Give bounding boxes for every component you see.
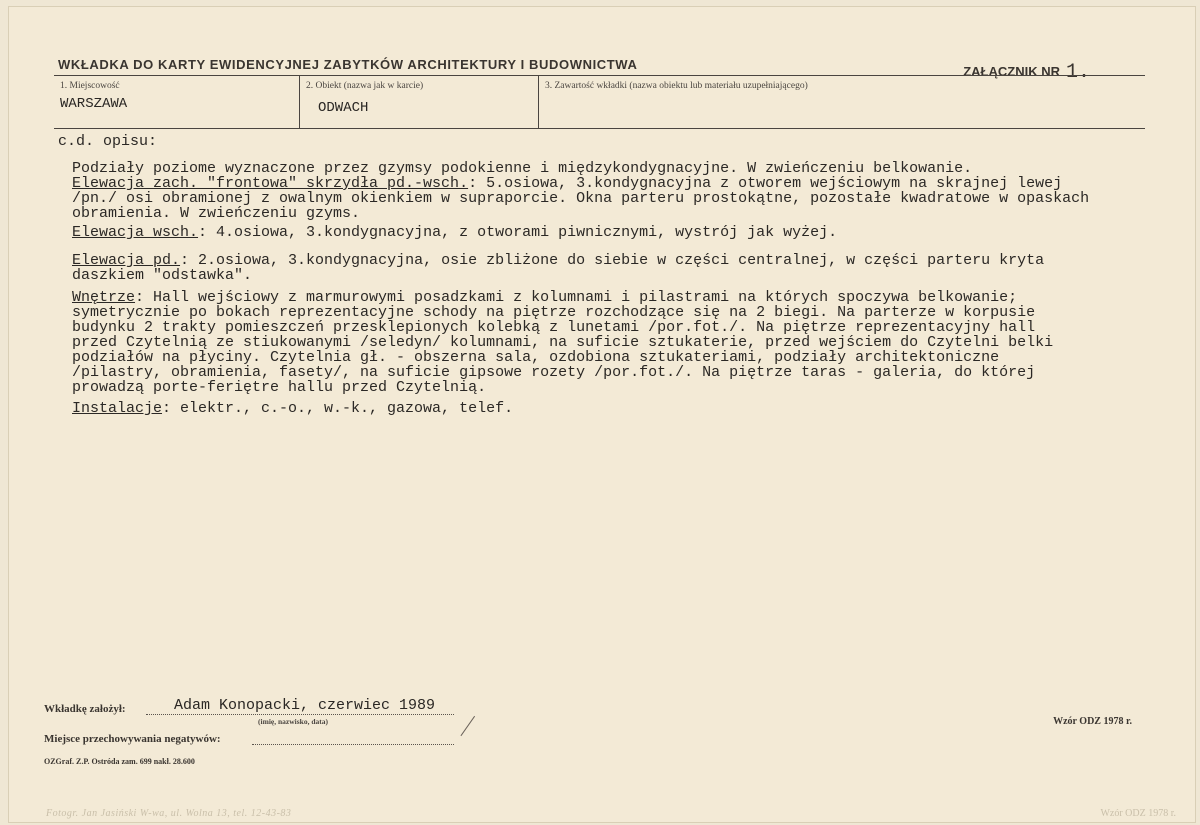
field-contents-label: 3. Zawartość wkładki (nazwa obiektu lub materiału uzupełniającego): [545, 81, 808, 91]
body-line: Elewacja zach. "frontowa" skrzydła pd.-wsch.: 5.osiowa, 3.kondygnacyjna z otworem wejściowym na skrajnej lewej: [72, 175, 1063, 192]
field-object-label: 2. Obiekt (nazwa jak w karcie): [306, 81, 424, 91]
body-line: Podziały poziome wyznaczone przez gzymsy podokienne i międzykondygnacyjne. W zwieńczeniu belkowanie.: [72, 160, 973, 177]
body-line: obramienia. W zwieńczeniu gzyms.: [72, 205, 361, 222]
section-heading-east: Elewacja wsch.: [72, 224, 199, 241]
faint-photographer-stamp: Fotogr. Jan Jasiński W-wa, ul. Wolna 13, tel. 12-43-83: [46, 808, 292, 819]
author-hint: (imię, nazwisko, data): [258, 717, 328, 726]
printer-imprint: OZGraf. Z.P. Ostróda zam. 699 nakł. 28.600: [44, 757, 195, 766]
body-line: Wnętrze: Hall wejściowy z marmurowymi posadzkami z kolumnami i pilastrami na których spoczywa belkowanie;: [72, 289, 1018, 306]
form-model: Wzór ODZ 1978 r.: [1053, 716, 1132, 727]
field-contents: [539, 76, 1145, 128]
author-dotted-line: [146, 714, 454, 715]
body-line: daszkiem "odstawka".: [72, 267, 253, 284]
section-heading-south: Elewacja pd.: [72, 252, 181, 269]
body-line: Elewacja wsch.: 4.osiowa, 3.kondygnacyjna, z otworami piwnicznymi, wystrój jak wyżej.: [72, 224, 838, 241]
continuation-label: c.d. opisu:: [58, 133, 158, 150]
section-heading-installations: Instalacje: [72, 400, 163, 417]
section-heading-west: Elewacja zach. "frontowa" skrzydła pd.-wsch.: [72, 175, 469, 192]
description-body: [72, 161, 1162, 416]
annex-number: 1.: [1065, 61, 1090, 84]
body-line: prowadzą porte-feriętre hallu przed Czytelnią.: [72, 379, 487, 396]
body-line: Instalacje: elektr., c.-o., w.-k., gazowa, telef.: [72, 400, 514, 417]
body-line: przed Czytelnią ze stiukowanymi /seledyn/ kolumnami, na suficie sztukaterie, przed wejściem do Czytelni belki: [72, 334, 1054, 351]
author-value: Adam Konopacki, czerwiec 1989: [174, 697, 436, 714]
body-line: budynku 2 trakty pomieszczeń przesklepionych kolebką z lunetami /por.fot./. Na piętrze reprezentacyjny hall: [72, 319, 1036, 336]
negatives-dotted-line: [252, 744, 454, 745]
body-line: podziałów na płyciny. Czytelnia gł. - obszerna sala, ozdobiona sztukateriami, podziały architektoniczne: [72, 349, 1000, 366]
field-locality-value: WARSZAWA: [60, 96, 128, 112]
field-locality: [54, 76, 300, 128]
body-line: Elewacja pd.: 2.osiowa, 3.kondygnacyjna, osie zbliżone do siebie w części centralnej, w części parteru kryta: [72, 252, 1045, 269]
field-object: [300, 76, 539, 128]
field-locality-label: 1. Miejscowość: [60, 81, 120, 91]
body-line: symetrycznie po bokach reprezentacyjne schody na piętrze rozchodzące się na 2 biegi. Na parterze w korpusie: [72, 304, 1036, 321]
section-heading-interior: Wnętrze: [72, 289, 136, 306]
body-line: /pn./ osi obramionej z owalnym okienkiem w supraporcie. Okna parteru prostokątne, pozostałe kwadratowe w opaskach: [72, 190, 1090, 207]
body-line: /pilastry, obramienia, fasety/, na suficie gipsowe rozety /por.fot./. Na piętrze taras - galeria, do której: [72, 364, 1036, 381]
negatives-label: Miejsce przechowywania negatywów:: [44, 733, 221, 745]
header-fields: [54, 75, 1145, 129]
field-object-value: ODWACH: [318, 100, 369, 116]
author-label: Wkładkę założył:: [44, 703, 126, 715]
faint-form-model: Wzór ODZ 1978 r.: [1100, 808, 1176, 819]
form-title: WKŁADKA DO KARTY EWIDENCYJNEJ ZABYTKÓW ARCHITEKTURY I BUDOWNICTWA: [58, 57, 638, 72]
annex-label-text: ZAŁĄCZNIK NR: [963, 64, 1060, 79]
